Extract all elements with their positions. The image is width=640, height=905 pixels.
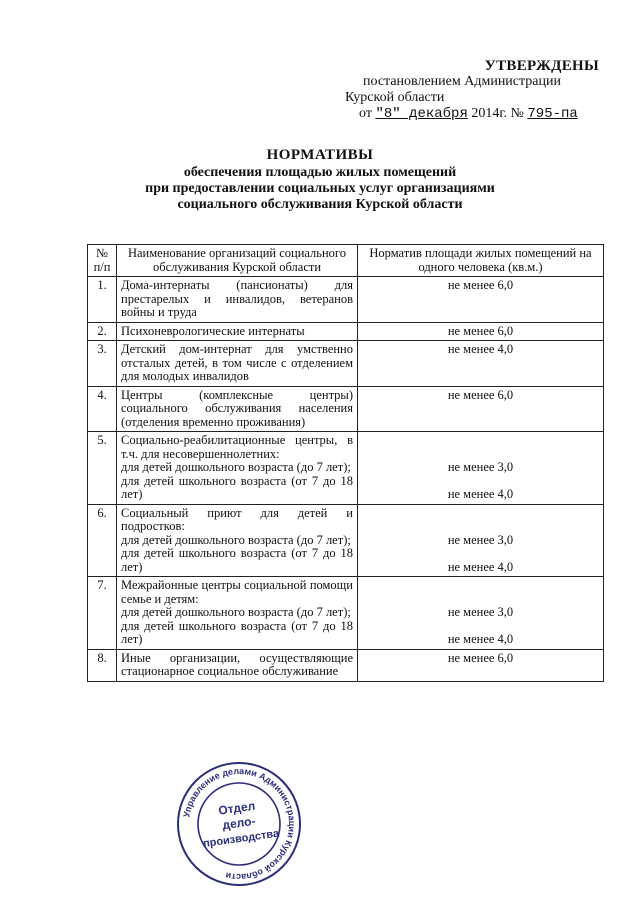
approval-date-prefix: от: [359, 106, 372, 121]
document-title: НОРМАТИВЫ: [266, 147, 374, 163]
row-sub-preschool: для детей дошкольного возраста (до 7 лет);: [121, 460, 351, 474]
row-name: Социальный приют для детей и подростков:: [121, 505, 353, 533]
approval-date-year: 2014г. №: [471, 106, 524, 121]
row-num: 5.: [88, 432, 117, 505]
row-sub-preschool: для детей дошкольного возраста (до 7 лет);: [121, 605, 351, 619]
approval-line-3: [345, 106, 625, 122]
row-num: 7.: [88, 577, 117, 650]
row-norm-school: не менее 4,0: [447, 487, 514, 501]
table-row: [88, 277, 604, 323]
header-num: № п/п: [88, 245, 117, 277]
row-norm-preschool: не менее 3,0: [447, 460, 514, 474]
approval-line-1: постановлением Администрации: [363, 74, 561, 89]
row-norm: не менее 6,0: [358, 649, 604, 681]
table-row: [88, 322, 604, 341]
table-row: [88, 341, 604, 387]
row-name-group: [117, 432, 358, 505]
header-norm: Норматив площади жилых помещений на одного человека (кв.м.): [358, 245, 604, 277]
table-row: [88, 504, 604, 577]
row-norm-group: [358, 432, 604, 505]
row-num: 1.: [88, 277, 117, 323]
row-norm: не менее 6,0: [358, 386, 604, 432]
office-stamp-seal: [175, 760, 303, 888]
row-name: Психоневрологические интернаты: [117, 322, 358, 341]
row-norm-group: [358, 504, 604, 577]
table-header-row: [88, 245, 604, 277]
row-sub-school: для детей школьного возраста (от 7 до 18 лет): [121, 473, 353, 501]
row-sub-preschool: для детей дошкольного возраста (до 7 лет);: [121, 532, 351, 547]
row-norm: не менее 6,0: [358, 277, 604, 323]
approval-doc-number: 795-па: [527, 106, 578, 122]
row-name: Социально-реабилитационные центры, в т.ч. для несовершеннолетних:: [121, 433, 353, 461]
document-subtitle-2: при предоставлении социальных услуг организациями: [145, 181, 495, 196]
table-row: [88, 577, 604, 650]
table-row: [88, 432, 604, 505]
row-norm-school: не менее 4,0: [447, 559, 514, 574]
table-row: [88, 649, 604, 681]
row-norm-preschool: не менее 3,0: [447, 532, 514, 547]
row-norm: не менее 6,0: [358, 322, 604, 341]
document-subtitle-1: обеспечения площадью жилых помещений: [183, 165, 457, 180]
row-name: Межрайонные центры социальной помощи семье и детям:: [121, 578, 353, 606]
row-norm-school: не менее 4,0: [447, 632, 514, 646]
approval-date-day: "8" декабря: [375, 106, 468, 122]
approval-block: [345, 58, 625, 122]
row-name: Центры (комплексные центры) социального обслуживания населения (отделения временно проживания): [117, 386, 358, 432]
stamp-ring-text: Управление делами Администрации Курской области: [181, 765, 298, 883]
table-row: [88, 386, 604, 432]
approval-line-2: Курской области: [345, 90, 445, 105]
header-name: Наименование организаций социального обслуживания Курской области: [117, 245, 358, 277]
row-num: 6.: [88, 504, 117, 577]
row-norm: не менее 4,0: [358, 341, 604, 387]
row-num: 2.: [88, 322, 117, 341]
row-name: Детский дом-интернат для умственно отсталых детей, в том числе с отделением для молодых инвалидов: [117, 341, 358, 387]
row-num: 4.: [88, 386, 117, 432]
row-norm-preschool: не менее 3,0: [447, 605, 514, 619]
approval-title: УТВЕРЖДЕНЫ: [484, 58, 599, 74]
stamp-center-line-3: производства: [202, 827, 280, 851]
row-norm-group: [358, 577, 604, 650]
stamp-center-line-1: Отдел: [217, 798, 257, 818]
row-num: 3.: [88, 341, 117, 387]
stamp-center-line-2: дело-: [221, 813, 257, 833]
row-name: Дома-интернаты (пансионаты) для престарелых и инвалидов, ветеранов войны и труда: [117, 277, 358, 323]
norms-table: [87, 244, 604, 682]
document-subtitle-3: социального обслуживания Курской области: [177, 197, 463, 212]
row-name: Иные организации, осуществляющие стационарное социальное обслуживание: [117, 649, 358, 681]
row-name-group: [117, 504, 358, 577]
row-num: 8.: [88, 649, 117, 681]
row-sub-school: для детей школьного возраста (от 7 до 18 лет): [121, 546, 353, 574]
document-heading: [0, 147, 640, 213]
row-sub-school: для детей школьного возраста (от 7 до 18 лет): [121, 618, 353, 646]
row-name-group: [117, 577, 358, 650]
